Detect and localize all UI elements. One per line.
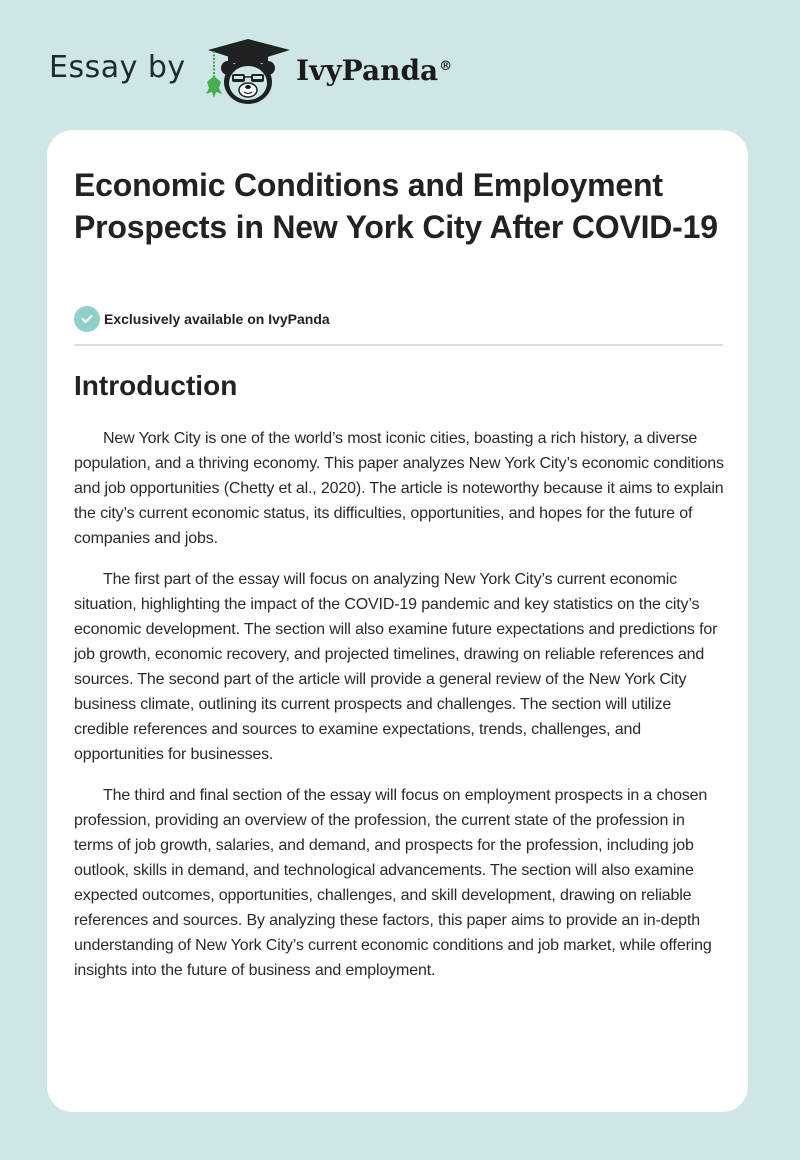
- paragraph: The third and final section of the essay will focus on employment prospects in a chosen profession, providing an overview of the profession, the current state of the profession in terms of job growth, salaries, and demand, and prospects for the profession, including job outlook, skills in demand, and technological advancements. The section will also examine expected outcomes, opportunities, challenges, and skill development, drawing on reliable references and sources. By analyzing these factors, this paper aims to provide an in-depth understanding of New York City’s current economic conditions and job market, while offering insights into the future of business and employment.: [74, 787, 712, 979]
- check-circle-icon: [74, 306, 100, 332]
- essay-by-label: Essay by: [49, 50, 186, 85]
- exclusive-label: Exclusively available on IvyPanda: [104, 311, 330, 327]
- registered-mark: ®: [439, 58, 453, 74]
- essay-title: Economic Conditions and Employment Prospects in New York City After COVID-19: [74, 167, 718, 245]
- essay-card: [47, 130, 748, 1112]
- essay-body: [74, 426, 726, 999]
- brand-name: IvyPanda: [296, 54, 439, 87]
- paragraph: New York City is one of the world’s most iconic cities, boasting a rich history, a diverse population, and a thriving economy. This paper analyzes New York City’s economic conditions and job opportunities (Chetty et al., 2020). The article is noteworthy because it aims to explain the city’s current economic status, its difficulties, opportunities, and hopes for the future of companies and jobs.: [74, 430, 724, 547]
- divider: [74, 344, 723, 346]
- exclusive-badge: [74, 306, 330, 332]
- site-header: [0, 0, 800, 130]
- section-heading-introduction: Introduction: [74, 370, 238, 401]
- brand-logo-text[interactable]: [296, 54, 452, 87]
- paragraph: The first part of the essay will focus on analyzing New York City’s current economic situation, highlighting the impact of the COVID-19 pandemic and key statistics on the city’s economic development. The section will also examine future expectations and predictions for job growth, economic recovery, and projected timelines, drawing on reliable references and sources. The second part of the article will provide a general review of the New York City business climate, outlining its current prospects and challenges. The section will utilize credible references and sources to examine expectations, trends, challenges, and opportunities for businesses.: [74, 571, 718, 763]
- panda-graduation-cap-icon[interactable]: [202, 36, 294, 108]
